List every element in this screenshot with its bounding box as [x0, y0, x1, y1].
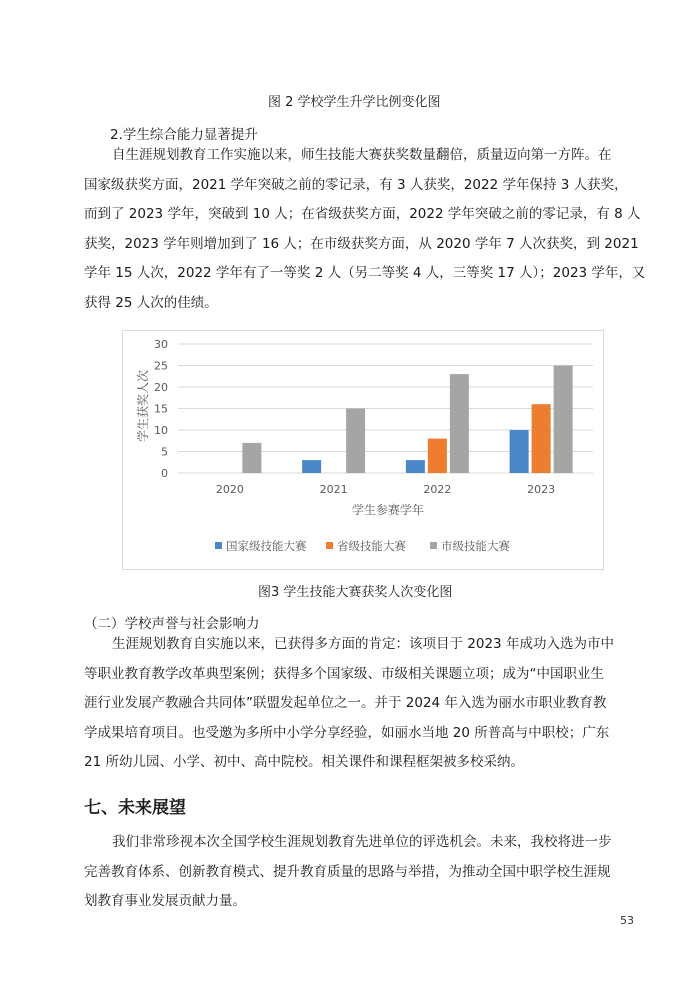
- paragraph-line: 划教育事业发展贡献力量。: [84, 893, 246, 909]
- paragraph-outlook: [84, 828, 624, 917]
- chart-y-tick-label: 25: [154, 359, 168, 373]
- paragraph-line: 自生涯规划教育工作实施以来，师生技能大赛获奖数量翻倍，质量迈向第一方阵。在: [112, 147, 612, 163]
- chart-bar: [428, 439, 447, 473]
- paragraph-awards: [84, 141, 646, 318]
- chart-x-tick-label: 2023: [527, 483, 556, 496]
- chart-y-tick-label: 15: [154, 402, 168, 416]
- chart-bar: [346, 409, 365, 474]
- figure3-caption: 图3 学生技能大赛获奖人次变化图: [258, 585, 453, 600]
- chart-bar: [302, 460, 321, 473]
- section-7-heading: 七、未来展望: [84, 798, 186, 818]
- paragraph-line: 学年 15 人次，2022 学年有了一等奖 2 人（另二等奖 4 人，三等奖 17 人）；2023 学年，又: [84, 265, 646, 281]
- paragraph-line: 21 所幼儿园、小学、初中、高中院校。相关课件和课程框架被多校采纳。: [84, 754, 524, 770]
- chart-x-tick-label: 2021: [319, 483, 348, 496]
- chart-canvas: [123, 331, 603, 569]
- chart-y-tick-label: 30: [154, 338, 168, 351]
- paragraph-reputation: [84, 630, 624, 778]
- chart-y-tick-label: 20: [154, 381, 168, 394]
- chart-bar: [406, 460, 425, 473]
- chart-x-axis-label: 学生参赛学年: [351, 503, 425, 517]
- legend-label: 国家级技能大赛: [226, 539, 307, 553]
- paragraph-line: 获得 25 人次的佳绩。: [84, 294, 218, 311]
- chart-y-tick-label: 5: [161, 445, 168, 459]
- paragraph-line: 国家级获奖方面，2021 学年突破之前的零记录，有 3 人获奖，2022 学年保持 3 人获奖，: [84, 176, 628, 193]
- paragraph-line: 等职业教育教学改革典型案例；获得多个国家级、市级相关课题立项；成为“中国职业生: [84, 665, 604, 682]
- legend-swatch: [326, 542, 333, 549]
- chart-y-axis-label: 学生获奖人次: [136, 369, 150, 443]
- legend-label: 省级技能大赛: [337, 539, 406, 553]
- paragraph-line: 涯行业发展产教融合共同体”联盟发起单位之一。并于 2024 年入选为丽水市职业教育教: [84, 695, 607, 711]
- paragraph-line: 学成果培育项目。也受邀为多所中小学分享经验，如丽水当地 20 所普高与中职校；广东: [84, 724, 610, 741]
- page-number: 53: [620, 914, 634, 927]
- legend-swatch: [215, 542, 222, 549]
- awards-bar-chart: [122, 330, 604, 570]
- chart-x-tick-label: 2020: [215, 483, 244, 496]
- chart-bar: [554, 366, 573, 474]
- paragraph-line: 生涯规划教育自实施以来，已获得多方面的肯定：该项目于 2023 年成功入选为市中: [112, 636, 614, 652]
- chart-x-tick-label: 2022: [423, 483, 452, 496]
- paragraph-line: 完善教育体系、创新教育模式、提升教育质量的思路与举措，为推动全国中职学校生涯规: [84, 863, 611, 880]
- chart-bar: [510, 430, 529, 473]
- chart-y-tick-label: 0: [161, 467, 168, 480]
- paragraph-line: 我们非常珍视本次全国学校生涯规划教育先进单位的评选机会。未来，我校将进一步: [112, 834, 612, 850]
- figure2-caption: 图 2 学校学生升学比例变化图: [268, 95, 441, 110]
- chart-bar: [532, 404, 551, 473]
- section-reputation-heading: （二）学校声誉与社会影响力: [84, 616, 260, 632]
- legend-label: 市级技能大赛: [441, 539, 510, 553]
- paragraph-line: 而到了 2023 学年，突破到 10 人；在省级获奖方面，2022 学年突破之前的零记录，有 8 人: [84, 206, 641, 222]
- chart-bar: [242, 443, 261, 473]
- chart-y-tick-label: 10: [154, 424, 168, 437]
- section-2-heading: 2.学生综合能力显著提升: [110, 127, 258, 143]
- chart-bar: [450, 374, 469, 473]
- legend-swatch: [430, 542, 437, 549]
- paragraph-line: 获奖，2023 学年则增加到了 16 人；在市级获奖方面，从 2020 学年 7 人次获奖，到 2021: [84, 235, 639, 252]
